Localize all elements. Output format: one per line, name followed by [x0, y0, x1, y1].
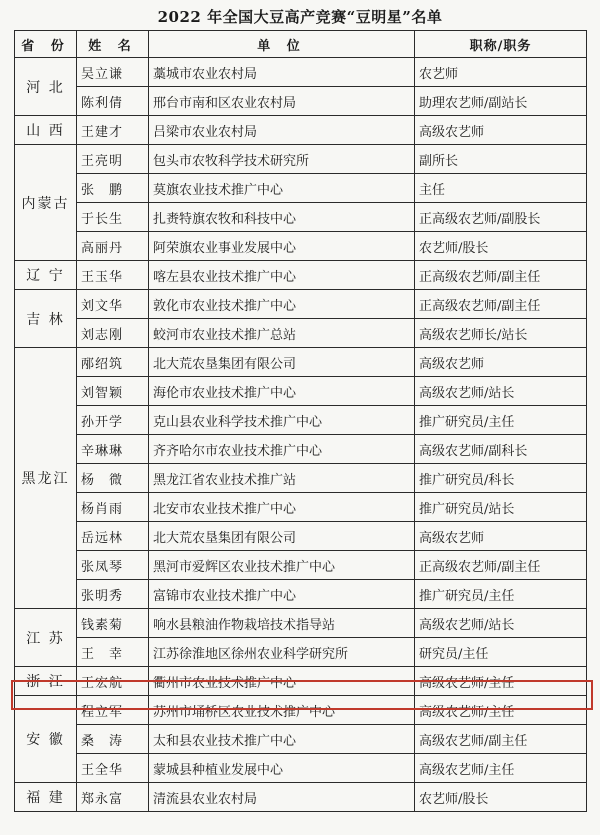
province-cell: 山 西	[15, 116, 77, 145]
unit-cell: 黑河市爱辉区农业技术推广中心	[149, 551, 415, 580]
name-cell: 王 幸	[77, 638, 149, 667]
roster-body	[15, 58, 587, 812]
province-cell: 内蒙古	[15, 145, 77, 261]
title-cell: 高级农艺师/主任	[415, 667, 587, 696]
unit-cell: 海伦市农业技术推广中心	[149, 377, 415, 406]
unit-cell: 喀左县农业技术推广中心	[149, 261, 415, 290]
title-cell: 推广研究员/科长	[415, 464, 587, 493]
title-cell: 高级农艺师/主任	[415, 754, 587, 783]
name-cell: 高丽丹	[77, 232, 149, 261]
title-cell: 推广研究员/主任	[415, 580, 587, 609]
header-province: 省 份	[15, 31, 77, 58]
table-row	[15, 232, 587, 261]
unit-cell: 衢州市农业技术推广中心	[149, 667, 415, 696]
title-cell: 推广研究员/主任	[415, 406, 587, 435]
roster-table	[14, 30, 587, 812]
title-cell: 高级农艺师/站长	[415, 377, 587, 406]
table-row	[15, 348, 587, 377]
name-cell: 刘智颖	[77, 377, 149, 406]
unit-cell: 莫旗农业技术推广中心	[149, 174, 415, 203]
table-row	[15, 638, 587, 667]
name-cell: 张明秀	[77, 580, 149, 609]
unit-cell: 蛟河市农业技术推广总站	[149, 319, 415, 348]
name-cell: 王建才	[77, 116, 149, 145]
title-cell: 农艺师	[415, 58, 587, 87]
title-cell: 研究员/主任	[415, 638, 587, 667]
unit-cell: 北安市农业技术推广中心	[149, 493, 415, 522]
province-cell: 福 建	[15, 783, 77, 812]
table-row	[15, 435, 587, 464]
table-row	[15, 203, 587, 232]
header-name: 姓 名	[77, 31, 149, 58]
title-cell: 高级农艺师	[415, 116, 587, 145]
title-cell: 正高级农艺师/副主任	[415, 261, 587, 290]
title-cell: 高级农艺师	[415, 348, 587, 377]
unit-cell: 包头市农牧科学技术研究所	[149, 145, 415, 174]
name-cell: 王亮明	[77, 145, 149, 174]
title-cell: 高级农艺师长/站长	[415, 319, 587, 348]
unit-cell: 齐齐哈尔市农业技术推广中心	[149, 435, 415, 464]
unit-cell: 北大荒农垦集团有限公司	[149, 522, 415, 551]
name-cell: 刘志刚	[77, 319, 149, 348]
table-row	[15, 551, 587, 580]
table-row	[15, 290, 587, 319]
province-cell: 江 苏	[15, 609, 77, 667]
title-cell: 推广研究员/站长	[415, 493, 587, 522]
title-cell: 高级农艺师/副主任	[415, 725, 587, 754]
name-cell: 郑永富	[77, 783, 149, 812]
table-row	[15, 87, 587, 116]
document-title: 2022 年全国大豆高产竞赛“豆明星”名单	[157, 8, 443, 26]
unit-cell: 扎赉特旗农牧和科技中心	[149, 203, 415, 232]
title-cell: 高级农艺师/站长	[415, 609, 587, 638]
table-row	[15, 725, 587, 754]
unit-cell: 克山县农业科学技术推广中心	[149, 406, 415, 435]
unit-cell: 江苏徐淮地区徐州农业科学研究所	[149, 638, 415, 667]
table-row	[15, 522, 587, 551]
header-title: 职称/职务	[415, 31, 587, 58]
unit-cell: 蒙城县种植业发展中心	[149, 754, 415, 783]
table-row	[15, 609, 587, 638]
name-cell: 王宏航	[77, 667, 149, 696]
name-cell: 孙开学	[77, 406, 149, 435]
title-cell: 农艺师/股长	[415, 232, 587, 261]
province-cell: 浙 江	[15, 667, 77, 696]
title-cell: 正高级农艺师/副股长	[415, 203, 587, 232]
unit-cell: 黑龙江省农业技术推广站	[149, 464, 415, 493]
name-cell: 程立军	[77, 696, 149, 725]
name-cell: 刘文华	[77, 290, 149, 319]
name-cell: 杨肖雨	[77, 493, 149, 522]
table-row	[15, 145, 587, 174]
name-cell: 张 鹏	[77, 174, 149, 203]
unit-cell: 响水县粮油作物栽培技术指导站	[149, 609, 415, 638]
province-cell: 安 徽	[15, 696, 77, 783]
title-cell: 高级农艺师/主任	[415, 696, 587, 725]
table-row	[15, 754, 587, 783]
unit-cell: 阿荣旗农业事业发展中心	[149, 232, 415, 261]
table-row	[15, 377, 587, 406]
table-row	[15, 406, 587, 435]
table-row	[15, 58, 587, 87]
table-row	[15, 667, 587, 696]
table-row	[15, 493, 587, 522]
name-cell: 王玉华	[77, 261, 149, 290]
unit-cell: 富锦市农业技术推广中心	[149, 580, 415, 609]
title-cell: 正高级农艺师/副主任	[415, 290, 587, 319]
table-row	[15, 319, 587, 348]
title-cell: 主任	[415, 174, 587, 203]
name-cell: 张凤琴	[77, 551, 149, 580]
table-row	[15, 174, 587, 203]
province-cell: 吉 林	[15, 290, 77, 348]
name-cell: 钱素菊	[77, 609, 149, 638]
table-row	[15, 261, 587, 290]
province-cell: 黑龙江	[15, 348, 77, 609]
unit-cell: 吕梁市农业农村局	[149, 116, 415, 145]
title-cell: 高级农艺师/副科长	[415, 435, 587, 464]
unit-cell: 邢台市南和区农业农村局	[149, 87, 415, 116]
header-unit: 单 位	[149, 31, 415, 58]
name-cell: 桑 涛	[77, 725, 149, 754]
name-cell: 王全华	[77, 754, 149, 783]
name-cell: 杨 微	[77, 464, 149, 493]
table-row	[15, 464, 587, 493]
name-cell: 于长生	[77, 203, 149, 232]
name-cell: 吴立谦	[77, 58, 149, 87]
unit-cell: 藁城市农业农村局	[149, 58, 415, 87]
unit-cell: 苏州市埇桥区农业技术推广中心	[149, 696, 415, 725]
table-row	[15, 580, 587, 609]
title-cell: 高级农艺师	[415, 522, 587, 551]
province-cell: 河 北	[15, 58, 77, 116]
province-cell: 辽 宁	[15, 261, 77, 290]
title-cell: 助理农艺师/副站长	[415, 87, 587, 116]
name-cell: 陈利倩	[77, 87, 149, 116]
title-cell: 正高级农艺师/副主任	[415, 551, 587, 580]
unit-cell: 北大荒农垦集团有限公司	[149, 348, 415, 377]
unit-cell: 敦化市农业技术推广中心	[149, 290, 415, 319]
name-cell: 辛琳琳	[77, 435, 149, 464]
header-row	[15, 31, 587, 58]
name-cell: 岳远林	[77, 522, 149, 551]
table-row	[15, 783, 587, 812]
table-row	[15, 696, 587, 725]
unit-cell: 清流县农业农村局	[149, 783, 415, 812]
table-row	[15, 116, 587, 145]
unit-cell: 太和县农业技术推广中心	[149, 725, 415, 754]
name-cell: 邴绍筑	[77, 348, 149, 377]
title-cell: 农艺师/股长	[415, 783, 587, 812]
title-cell: 副所长	[415, 145, 587, 174]
